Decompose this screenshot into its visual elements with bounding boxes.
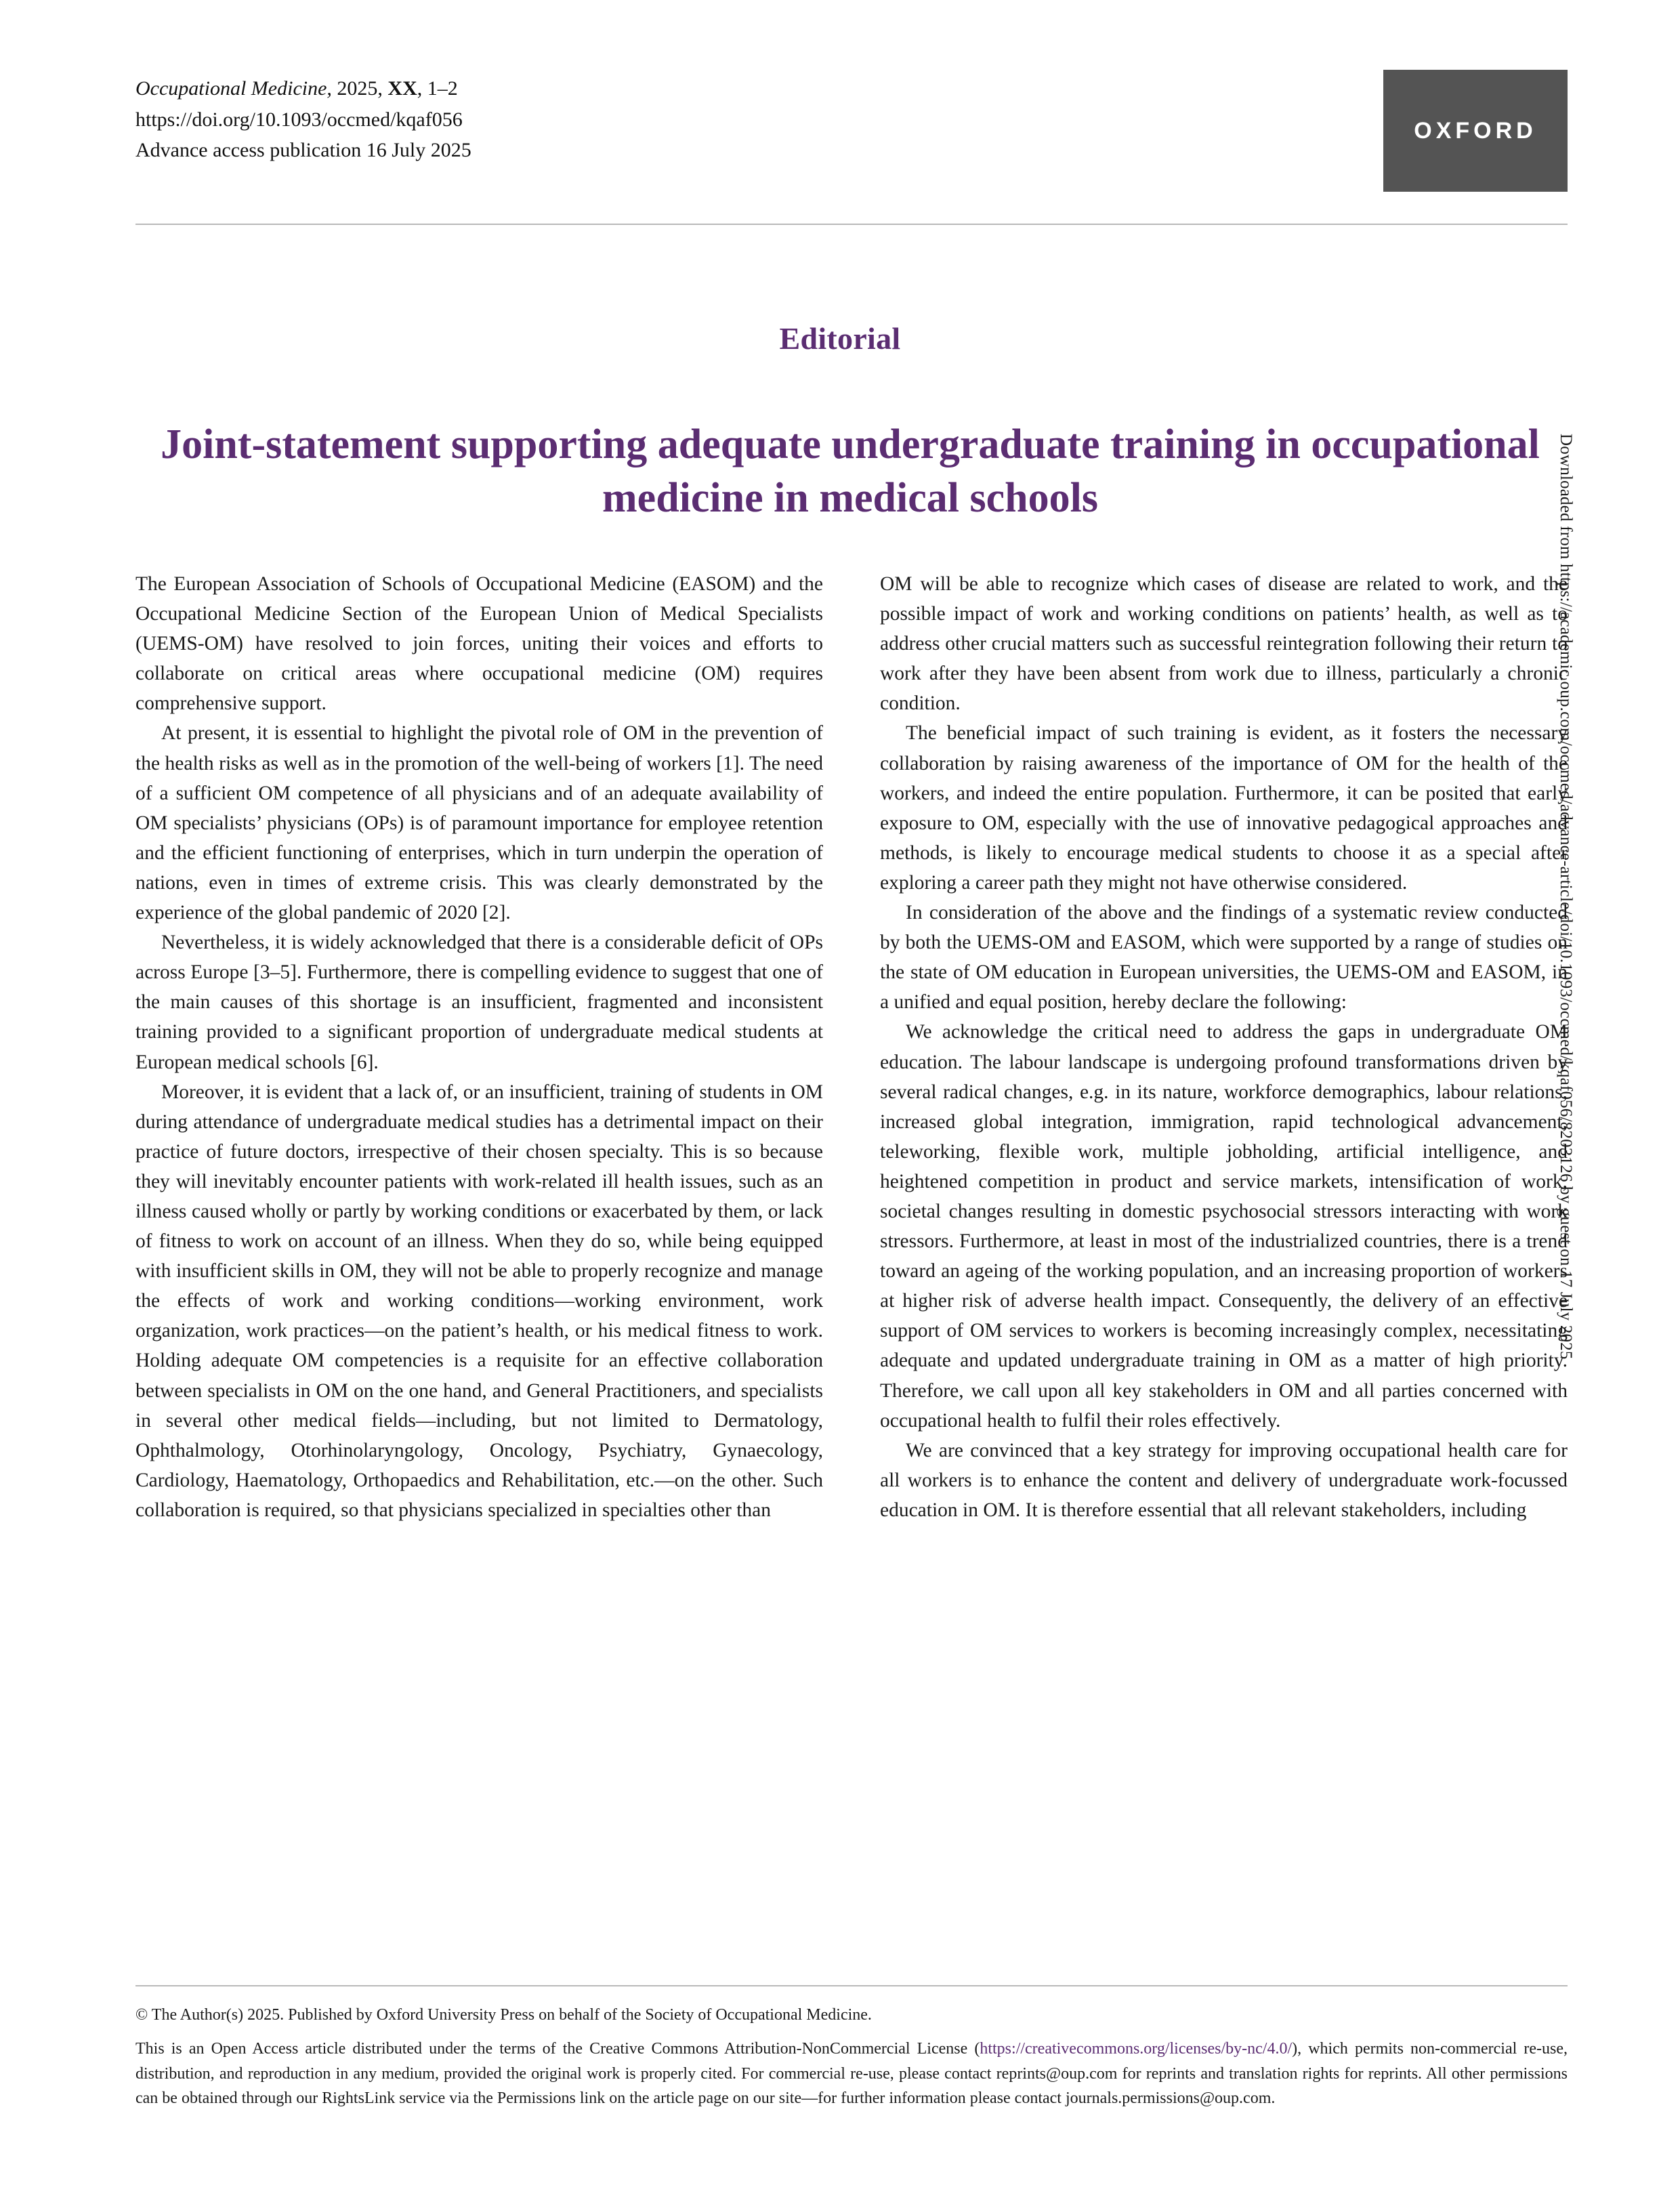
paragraph: OM will be able to recognize which cases of disease are related to work, and the possible impact of work and working conditions on patients’ health, as well as to address other crucial matters such as successful reintegration following their return to work after they have been absent from work due to illness, particularly a chronic condition. [880, 573, 1568, 715]
body-column-right [880, 569, 1568, 1911]
journal-citation-line [135, 73, 1016, 104]
footer-divider [135, 1985, 1568, 1986]
paragraph: We are convinced that a key strategy for improving occupational health care for all workers is to enhance the content and delivery of undergraduate work-focussed education in OM. It is therefore essential that all relevant stakeholders, including [880, 1439, 1568, 1521]
body-column-left [135, 569, 823, 1911]
article-body [135, 569, 1568, 1911]
paragraph: In consideration of the above and the findings of a systematic review conducted by both the UEMS-OM and EASOM, which were supported by a range of studies on the state of OM education in European universities, the UEMS-OM and EASOM, in a unified and equal position, hereby declare the following: [880, 902, 1568, 1014]
paragraph: At present, it is essential to highlight the pivotal role of OM in the prevention of the health risks as well as in the promotion of the well-being of workers [1]. The need of a sufficient OM competence of all physicians and of an adequate availability of OM specialists’ physicians (OPs) is of paramount importance for employee retention and the efficient functioning of enterprises, which in turn underpin the operation of nations, even in times of extreme crisis. This was clearly demonstrated by the experience of the global pandemic of 2020 [2]. [135, 722, 823, 924]
advance-access-date: Advance access publication 16 July 2025 [135, 139, 471, 162]
footer-notice [135, 2003, 1568, 2111]
journal-masthead [135, 73, 1016, 166]
license-text-after: ), which permits non-commercial re-use, distribution, and reproduction in any medium, provided the original work is properly cited. For commercial re-use, please contact reprints@oup.com for reprints and translation rights for reprints. All other permissions can be obtained through our RightsLink service via the Permissions link on the article page on our site—for further information please contact journals.permissions@oup.com. [135, 2040, 1568, 2108]
copyright-line: © The Author(s) 2025. Published by Oxford University Press on behalf of the Society of Occupational Medicine. [135, 2006, 872, 2024]
paragraph: Nevertheless, it is widely acknowledged that there is a considerable deficit of OPs across Europe [3–5]. Furthermore, there is compelling evidence to suggest that one of the main causes of this shortage is an insufficient, fragmented and inconsistent training provided to a significant proportion of undergraduate medical students at European medical schools [6]. [135, 932, 823, 1073]
oxford-university-press-logo [1383, 70, 1568, 192]
creative-commons-link[interactable]: https://creativecommons.org/licenses/by-nc/4.0/ [980, 2040, 1293, 2058]
paragraph: We acknowledge the critical need to address the gaps in undergraduate OM education. The labour landscape is undergoing profound transformations driven by several radical changes, e.g. in its nature, workforce demographics, labour relations, increased global integration, immigration, rapid technological advancement, teleworking, flexible work, multiple jobholding, artificial intelligence, and heightened competition in product and service markets, intensification of work, societal changes resulting in domestic psychosocial stressors interacting with work stressors. Furthermore, at least in most of the industrialized countries, there is a trend toward an ageing of the working population, and an increasing proportion of workers at higher risk of adverse health impact. Consequently, the delivery of an effective support of OM services to workers is becoming increasingly complex, necessitating adequate and updated undergraduate training in OM as a matter of high priority. Therefore, we call upon all key stakeholders in OM and all parties concerned with occupational health to fulfil their roles effectively. [880, 1021, 1568, 1432]
publisher-logo-text: OXFORD [1414, 117, 1537, 144]
paragraph: Moreover, it is evident that a lack of, or an insufficient, training of students in OM during attendance of undergraduate medical studies has a detrimental impact on their practice of future doctors, irrespective of their chosen specialty. This is so because they will inevitably encounter patients with work-related ill health issues, such as an illness caused wholly or partly by working conditions or exacerbated by them, or lack of fitness to work on account of an illness. When they do so, while being equipped with insufficient skills in OM, they will not be able to properly recognize and manage the effects of work and working conditions—working environment, work organization, work practices—on the patient’s health, or his medical fitness to work. Holding adequate OM competencies is a requisite for an effective collaboration between specialists in OM on the one hand, and General Practitioners, and specialists in several other medical fields—including, but not limited to Dermatology, Ophthalmology, Otorhinolaryngology, Oncology, Psychiatry, Gynaecology, Cardiology, Haematology, Orthopaedics and Rehabilitation, etc.—on the other. Such collaboration is required, so that physicians specialized in specialties other than [135, 1081, 823, 1521]
journal-year: 2025, [331, 77, 388, 100]
paragraph: The European Association of Schools of Occupational Medicine (EASOM) and the Occupational Medicine Section of the European Union of Medical Specialists (UEMS-OM) have resolved to join forces, uniting their voices and efforts to collaborate on critical areas where occupational medicine (OM) requires comprehensive support. [135, 573, 823, 715]
license-statement [135, 2037, 1568, 2110]
header-divider [135, 224, 1568, 225]
journal-name: Occupational Medicine, [135, 77, 332, 100]
download-provenance-text: Downloaded from https://academic.oup.com/occmed/advance-article/doi/10.1093/occmed/kqaf056/8203126 by guest on 17 July 2025 [1557, 434, 1575, 1360]
paragraph: The beneficial impact of such training is evident, as it fosters the necessary collaboration by raising awareness of the importance of OM for the health of the workers, and indeed the entire population. Furthermore, it can be posited that early exposure to OM, especially with the use of innovative pedagogical approaches and methods, is likely to encourage medical students to choose it as a special after exploring a career path they might not have otherwise considered. [880, 722, 1568, 894]
journal-pages: , 1–2 [417, 77, 458, 100]
journal-volume: XX [387, 77, 417, 100]
article-type-label: Editorial [779, 321, 901, 356]
license-text-before: This is an Open Access article distributed under the terms of the Creative Commons Attribution-NonCommercial License ( [135, 2040, 980, 2058]
doi-link[interactable]: https://doi.org/10.1093/occmed/kqaf056 [135, 108, 463, 131]
page-title: Joint-statement supporting adequate undergraduate training in occupational medicine in medical schools [161, 421, 1540, 521]
